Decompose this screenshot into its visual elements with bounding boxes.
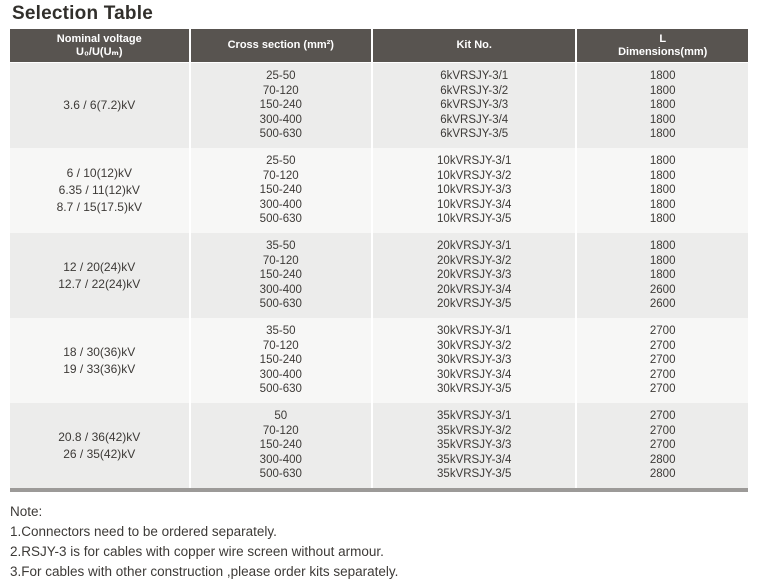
cross-section-value: 500-630 bbox=[259, 128, 302, 141]
table-group-row bbox=[10, 63, 748, 148]
table-bottom-border bbox=[10, 488, 748, 492]
dimension-value: 2700 bbox=[649, 368, 676, 381]
header-line: Kit No. bbox=[456, 39, 492, 51]
voltage-value: 12.7 / 22(24)kV bbox=[58, 276, 141, 291]
dimension-value: 1800 bbox=[649, 128, 676, 141]
dimension-value: 2700 bbox=[649, 439, 676, 452]
kit-no-value: 20kVRSJY-3/4 bbox=[437, 283, 512, 296]
dimension-value: 2700 bbox=[649, 325, 676, 338]
kit-no-value: 6kVRSJY-3/4 bbox=[440, 113, 509, 126]
header-line: L bbox=[659, 32, 667, 45]
dimension-value: 1800 bbox=[649, 240, 676, 253]
selection-table bbox=[10, 29, 748, 492]
dimension-value: 1800 bbox=[649, 254, 676, 267]
header-line: Cross section (mm²) bbox=[227, 39, 334, 51]
voltage-value: 19 / 33(36)kV bbox=[63, 361, 136, 376]
voltage-cell bbox=[10, 63, 189, 148]
dimension-value: 1800 bbox=[649, 213, 676, 226]
cross-section-value: 150-240 bbox=[259, 354, 302, 367]
dimension-value: 2700 bbox=[649, 383, 676, 396]
cross-section-value: 300-400 bbox=[259, 453, 302, 466]
kit-no-value: 30kVRSJY-3/2 bbox=[437, 339, 512, 352]
kit-no-cell bbox=[373, 403, 575, 488]
kit-no-value: 10kVRSJY-3/2 bbox=[437, 169, 512, 182]
dimension-value: 2700 bbox=[649, 354, 676, 367]
cross-section-value: 150-240 bbox=[259, 99, 302, 112]
dimension-value: 2600 bbox=[649, 283, 676, 296]
kit-no-value: 6kVRSJY-3/5 bbox=[440, 128, 509, 141]
kit-no-value: 10kVRSJY-3/4 bbox=[437, 198, 512, 211]
kit-no-value: 35kVRSJY-3/1 bbox=[437, 410, 512, 423]
cross-section-value: 35-50 bbox=[266, 240, 296, 253]
header-kit-no bbox=[373, 29, 575, 62]
cross-section-value: 500-630 bbox=[259, 298, 302, 311]
header-line: U₀/U(Uₘ) bbox=[76, 45, 123, 58]
cross-section-value: 500-630 bbox=[259, 383, 302, 396]
dimension-value: 2800 bbox=[649, 453, 676, 466]
kit-no-value: 20kVRSJY-3/5 bbox=[437, 298, 512, 311]
voltage-value: 6.35 / 11(12)kV bbox=[58, 183, 140, 197]
dimension-value: 1800 bbox=[649, 155, 676, 168]
kit-no-value: 6kVRSJY-3/3 bbox=[440, 99, 509, 112]
cross-section-cell bbox=[191, 148, 372, 233]
kit-no-value: 20kVRSJY-3/2 bbox=[437, 254, 512, 267]
cross-section-cell bbox=[191, 63, 372, 148]
kit-no-cell bbox=[373, 63, 575, 148]
table-group-row bbox=[10, 318, 748, 403]
voltage-value: 12 / 20(24)kV bbox=[63, 259, 136, 274]
cross-section-value: 500-630 bbox=[259, 213, 302, 226]
cross-section-value: 70-120 bbox=[262, 424, 299, 437]
dimension-value: 2700 bbox=[649, 424, 676, 437]
kit-no-value: 20kVRSJY-3/3 bbox=[437, 269, 512, 282]
table-header-row bbox=[10, 29, 748, 62]
table-group-row bbox=[10, 233, 748, 318]
note-line: 3.For cables with other construction ,please order kits separately. bbox=[10, 564, 399, 579]
cross-section-value: 70-120 bbox=[262, 339, 299, 352]
dimension-value: 1800 bbox=[649, 184, 676, 197]
cross-section-value: 70-120 bbox=[262, 169, 299, 182]
kit-no-value: 30kVRSJY-3/4 bbox=[437, 368, 512, 381]
voltage-value: 3.6 / 6(7.2)kV bbox=[63, 98, 136, 112]
voltage-value: 26 / 35(42)kV bbox=[63, 446, 136, 461]
kit-no-cell bbox=[373, 318, 575, 403]
dimension-value: 2700 bbox=[649, 410, 676, 423]
cross-section-value: 150-240 bbox=[259, 269, 302, 282]
dimension-value: 1800 bbox=[649, 70, 676, 83]
kit-no-value: 35kVRSJY-3/5 bbox=[437, 468, 512, 481]
dimension-value: 2800 bbox=[649, 468, 676, 481]
cross-section-value: 300-400 bbox=[259, 198, 302, 211]
voltage-value: 8.7 / 15(17.5)kV bbox=[56, 200, 142, 214]
notes-section bbox=[10, 502, 758, 579]
cross-section-value: 35-50 bbox=[266, 325, 296, 338]
kit-no-value: 35kVRSJY-3/3 bbox=[437, 439, 512, 452]
cross-section-cell bbox=[191, 318, 372, 403]
kit-no-value: 6kVRSJY-3/2 bbox=[440, 84, 509, 97]
header-nominal-voltage bbox=[10, 29, 189, 62]
voltage-cell bbox=[10, 403, 189, 488]
dimension-cell bbox=[577, 403, 748, 488]
voltage-cell bbox=[10, 318, 189, 403]
table-body bbox=[10, 63, 748, 488]
kit-no-value: 20kVRSJY-3/1 bbox=[437, 240, 512, 253]
dimension-value: 2700 bbox=[649, 339, 676, 352]
voltage-cell bbox=[10, 148, 189, 233]
cross-section-value: 150-240 bbox=[259, 184, 302, 197]
kit-no-value: 10kVRSJY-3/3 bbox=[437, 184, 512, 197]
dimension-cell bbox=[577, 148, 748, 233]
dimension-value: 1800 bbox=[649, 84, 676, 97]
cross-section-value: 70-120 bbox=[262, 254, 299, 267]
cross-section-value: 25-50 bbox=[266, 155, 296, 168]
table-group-row bbox=[10, 403, 748, 488]
voltage-value: 18 / 30(36)kV bbox=[63, 344, 136, 359]
dimension-value: 1800 bbox=[649, 269, 676, 282]
dimension-cell bbox=[577, 318, 748, 403]
cross-section-value: 25-50 bbox=[266, 70, 296, 83]
note-heading: Note: bbox=[10, 504, 43, 519]
kit-no-cell bbox=[373, 148, 575, 233]
dimension-cell bbox=[577, 233, 748, 318]
dimension-value: 2600 bbox=[649, 298, 676, 311]
header-line: Dimensions(mm) bbox=[618, 45, 708, 58]
header-l-dimensions bbox=[577, 29, 748, 62]
kit-no-value: 10kVRSJY-3/5 bbox=[437, 213, 512, 226]
table-group-row bbox=[10, 148, 748, 233]
kit-no-cell bbox=[373, 233, 575, 318]
kit-no-value: 35kVRSJY-3/2 bbox=[437, 424, 512, 437]
dimension-cell bbox=[577, 63, 748, 148]
dimension-value: 1800 bbox=[649, 99, 676, 112]
cross-section-value: 300-400 bbox=[259, 113, 302, 126]
kit-no-value: 30kVRSJY-3/1 bbox=[437, 325, 512, 338]
kit-no-value: 6kVRSJY-3/1 bbox=[440, 70, 509, 83]
cross-section-value: 300-400 bbox=[259, 283, 302, 296]
cross-section-value: 300-400 bbox=[259, 368, 302, 381]
dimension-value: 1800 bbox=[649, 113, 676, 126]
kit-no-value: 30kVRSJY-3/5 bbox=[437, 383, 512, 396]
cross-section-value: 500-630 bbox=[259, 468, 302, 481]
voltage-cell bbox=[10, 233, 189, 318]
cross-section-value: 50 bbox=[274, 410, 288, 423]
cross-section-value: 70-120 bbox=[262, 84, 299, 97]
header-line: Nominal voltage bbox=[56, 32, 142, 45]
cross-section-cell bbox=[191, 233, 372, 318]
kit-no-value: 10kVRSJY-3/1 bbox=[437, 155, 512, 168]
note-line: 2.RSJY-3 is for cables with copper wire screen without armour. bbox=[10, 544, 384, 559]
dimension-value: 1800 bbox=[649, 169, 676, 182]
cross-section-value: 150-240 bbox=[259, 439, 302, 452]
cross-section-cell bbox=[191, 403, 372, 488]
voltage-value: 20.8 / 36(42)kV bbox=[58, 429, 141, 444]
page-title: Selection Table bbox=[12, 3, 153, 24]
dimension-value: 1800 bbox=[649, 198, 676, 211]
kit-no-value: 30kVRSJY-3/3 bbox=[437, 354, 512, 367]
header-cross-section bbox=[191, 29, 372, 62]
kit-no-value: 35kVRSJY-3/4 bbox=[437, 453, 512, 466]
note-line: 1.Connectors need to be ordered separately. bbox=[10, 524, 277, 539]
voltage-value: 6 / 10(12)kV bbox=[66, 166, 132, 180]
